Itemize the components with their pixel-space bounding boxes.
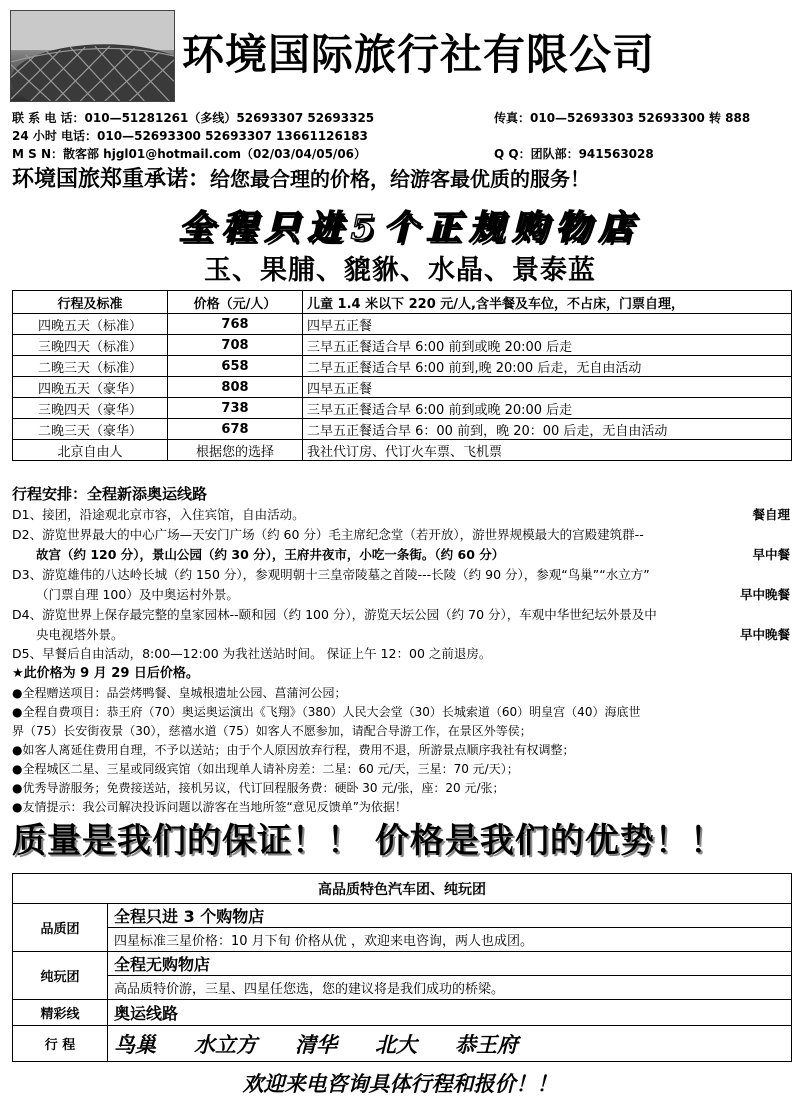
table-cell: 808 (168, 377, 303, 398)
quality-label: 品质团 (13, 904, 108, 952)
table-cell: 三晚四天（豪华） (13, 398, 168, 419)
table-row (13, 356, 792, 377)
bird-nest-stadium-photo (10, 10, 175, 102)
day-text-cont: 央电视塔外景。 (36, 627, 124, 642)
hotline-24h: 24 小时 电话：010—52693300 52693307 13661126183 (12, 129, 368, 143)
header-cell: 行程及标准 (13, 291, 168, 314)
featured-value: 奥运线路 (108, 1000, 792, 1026)
table-row (13, 928, 792, 952)
service-promise (12, 162, 590, 193)
shopping-items: 玉、果脯、貔貅、水晶、景泰蓝 (204, 255, 596, 286)
company-name: 环境国际旅行社有限公司 (182, 30, 656, 79)
itinerary-day-5 (12, 644, 790, 664)
route-stop: 鸟巢 (114, 1031, 156, 1057)
table-row (13, 377, 792, 398)
table-row (13, 419, 792, 440)
table-cell: 我社代订房、代订火车票、飞机票 (303, 440, 792, 461)
contact-phone-line (12, 109, 751, 126)
table-cell: 四晚五天（豪华） (13, 377, 168, 398)
msn-qq-line (12, 145, 654, 162)
table-row (13, 1000, 792, 1026)
table-header-row (13, 291, 792, 314)
itinerary-title: 行程安排：全程新添奥运线路 (12, 485, 208, 503)
day-meal: 早中餐 (752, 547, 790, 562)
day-meal: 早中晚餐 (739, 627, 790, 642)
price-note: ★此价格为 9 月 29 日后价格。 (12, 666, 199, 681)
itinerary-day-4 (12, 605, 790, 645)
pure-head: 全程无购物店 (108, 952, 792, 976)
route-stop: 恭王府 (455, 1031, 518, 1057)
note-item: ●优秀导游服务；免费接送站，接机另议，代订回程服务费：硬卧 30 元/张，座：20 元/张； (12, 781, 505, 795)
header-cell: 价格（元/人） (168, 291, 303, 314)
quality-head: 全程只进 3 个购物店 (108, 904, 792, 928)
day-text: D1、接团，沿途观北京市容，入住宾馆，自由活动。 (12, 507, 305, 522)
table-row (13, 335, 792, 356)
route-stop: 清华 (295, 1031, 337, 1057)
table-cell: 二晚三天（豪华） (13, 419, 168, 440)
table-cell: 二早五正餐适合早 6：00 前到，晚 20：00 后走，无自由活动 (303, 419, 792, 440)
msn-contact: M S N：散客部 hjgl01@hotmail.com（02/03/04/05/06） (12, 147, 367, 161)
table-row (13, 314, 792, 335)
table-cell: 738 (168, 398, 303, 419)
table-cell: 三早五正餐适合早 6:00 前到或晚 20:00 后走 (303, 398, 792, 419)
promise-text: 给您最合理的价格，给游客最优质的服务！ (210, 167, 591, 191)
route-label: 行 程 (13, 1026, 108, 1062)
table-cell: 四早五正餐 (303, 377, 792, 398)
quality-desc: 四星标准三星价格：10 月下旬 价格从优 ，欢迎来电咨询，两人也成团。 (108, 928, 792, 952)
route-stop: 北大 (375, 1031, 417, 1057)
day-text: D3、游览雄伟的八达岭长城（约 150 分），参观明朝十三皇帝陵墓之首陵---长陵（约 90 分），参观“鸟巢”“水立方” (12, 567, 650, 582)
table-cell: 根据您的选择 (168, 440, 303, 461)
quality-slogan: 质量是我们的保证！！ 价格是我们的优势！！ (12, 821, 725, 861)
day-meal: 早中晚餐 (739, 587, 790, 602)
day-text: D4、游览世界上保存最完整的皇家园林--颐和园（约 100 分），游览天坛公园（约 70 分），车观中华世纪坛外景及中 (12, 607, 657, 622)
route-stops (108, 1026, 792, 1062)
itinerary-day-3 (12, 565, 790, 605)
table-row (13, 904, 792, 928)
itinerary-day-1 (12, 505, 790, 525)
table-cell: 三晚四天（标准） (13, 335, 168, 356)
tour-title-row (13, 874, 792, 904)
table-cell: 四早五正餐 (303, 314, 792, 335)
note-item: ●全程赠送项目：品尝烤鸭餐、皇城根遗址公园、菖蒲河公园； (12, 686, 347, 700)
day-text: D5、早餐后自由活动，8:00—12:00 为我社送站时间。 保证上午 12：00 之前退房。 (12, 646, 492, 661)
welcome-message: 欢迎来电咨询具体行程和报价！！ (242, 1071, 558, 1096)
table-row (13, 398, 792, 419)
table-cell: 三早五正餐适合早 6:00 前到或晚 20:00 后走 (303, 335, 792, 356)
featured-label: 精彩线 (13, 1000, 108, 1026)
note-item: ●如客人离延住费用自理，不予以送站；由于个人原因放弃行程，费用不退，所游景点顺序我社有权调整； (12, 743, 575, 757)
fax-number: 传真：010—52693303 52693300 转 888 (494, 111, 751, 125)
note-item: ●友情提示：我公司解决投诉问题以游客在当地所签“意见反馈单”为依据！ (12, 800, 407, 814)
table-row (13, 1026, 792, 1062)
table-cell: 二早五正餐适合早 6:00 前到,晚 20:00 后走，无自由活动 (303, 356, 792, 377)
note-item: ●全程自费项目：恭王府（70）奥运奥运演出《飞翔》（380）人民大会堂（30）长城索道（60）明皇宫（40）海底世 (12, 705, 641, 719)
price-table (12, 290, 792, 461)
table-row (13, 976, 792, 1000)
qq-contact: Q Q：团队部：941563028 (494, 147, 654, 161)
shopping-headline: 全程只进5个正规购物店 (178, 208, 642, 248)
day-text-cont: 故宫（约 120 分），景山公园（约 30 分），王府井夜市，小吃一条街。（约 60 分） (36, 547, 505, 562)
table-cell: 北京自由人 (13, 440, 168, 461)
day-meal: 餐自理 (752, 507, 790, 522)
day-text: D2、游览世界最大的中心广场—天安门广场（约 60 分）毛主席纪念堂（若开放），游世界规模最大的宫殿建筑群-- (12, 527, 644, 542)
table-cell: 四晚五天（标准） (13, 314, 168, 335)
header-cell: 儿童 1.4 米以下 220 元/人,含半餐及车位，不占床，门票自理， (303, 291, 792, 314)
note-item: 界（75）长安街夜景（30），慈禧水道（75）如客人不愿参加，请配合导游工作，在景区外等侯； (12, 724, 532, 738)
table-cell: 二晚三天（标准） (13, 356, 168, 377)
pure-label: 纯玩团 (13, 952, 108, 1000)
table-row (13, 952, 792, 976)
table-cell: 708 (168, 335, 303, 356)
table-cell: 658 (168, 356, 303, 377)
table-cell: 678 (168, 419, 303, 440)
day-text-cont: （门票自理 100）及中奥运村外景。 (36, 587, 239, 602)
promise-lead: 环境国旅郑重承诺： (12, 167, 211, 192)
table-row (13, 440, 792, 461)
pure-desc: 高品质特价游，三星、四星任您选，您的建议将是我们成功的桥梁。 (108, 976, 792, 1000)
route-stop: 水立方 (194, 1031, 257, 1057)
tour-table (12, 873, 792, 1062)
table-cell: 768 (168, 314, 303, 335)
itinerary-day-2 (12, 525, 790, 565)
main-phone: 联 系 电 话：010—51281261（多线）52693307 52693325 (12, 111, 375, 125)
note-item: ●全程城区二星、三星或同级宾馆（如出现单人请补房差：二星：60 元/天，三星：70 元/天）； (12, 762, 519, 776)
tour-title: 高品质特色汽车团、纯玩团 (13, 874, 792, 904)
